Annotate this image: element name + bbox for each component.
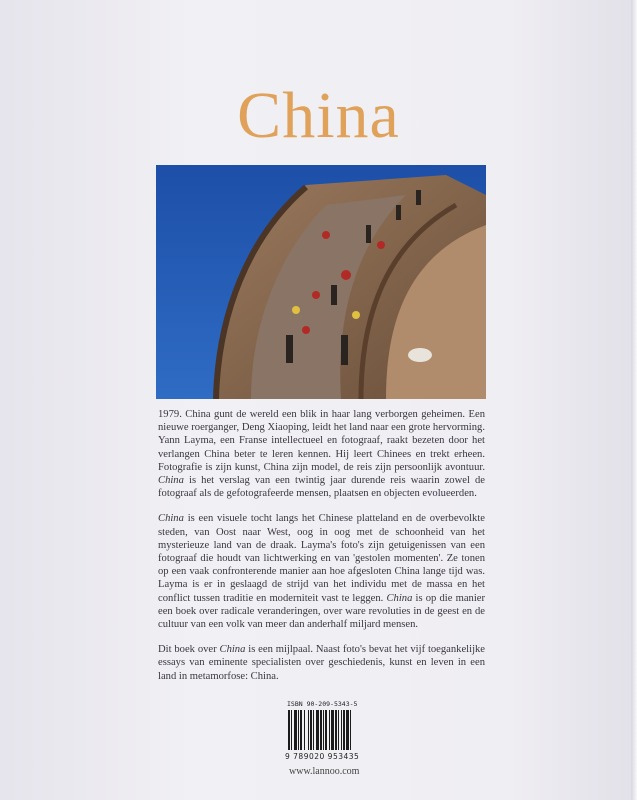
barcode-digits: 9 789020 953435 <box>285 752 360 761</box>
book-title-italic: China <box>219 644 246 656</box>
blurb-text <box>158 408 485 695</box>
publisher-url: www.lannoo.com <box>289 766 360 777</box>
book-title-italic: China <box>158 475 184 487</box>
barcode <box>288 710 370 750</box>
isbn-label: ISBN 90-209-5343-5 <box>287 700 358 708</box>
text: 1979. China gunt de wereld een blik in haar lang verborgen geheimen. Een nieuwe roerganger, Deng Xiaoping, leidt het land naar een grote hervorming. Yann Layma, een Franse intellectueel en fotograaf, raakt bezeten door het verlangen China beter te leren kennen. Hij leert Chinees en trekt erheen. Fotografie is zijn kunst, China zijn model, de reis zijn persoonlijk avontuur. <box>158 409 485 473</box>
book-title-italic: China <box>158 513 184 525</box>
book-title: China <box>237 79 400 152</box>
blurb-paragraph-3 <box>158 643 485 683</box>
barcode-bar <box>351 710 353 750</box>
book-title-italic: China <box>386 592 413 604</box>
text: is op die manier een boek over radicale veranderingen, over ware revoluties in de geest en de cultuur van een volk van meer dan anderhalf miljard mensen. <box>158 592 486 631</box>
text: Dit boek over <box>158 644 220 656</box>
text: is het verslag van een twintig jaar durende reis waarin zowel de fotograaf als de gefotografeerde mensen, plaatsen en objecten evolueerden. <box>158 475 485 500</box>
blurb-paragraph-2 <box>158 512 485 631</box>
blurb-paragraph-1 <box>158 408 485 500</box>
text: is een mijlpaal. Naast foto's bevat het vijf toegankelijke essays van eminente specialisten over geschiedenis, kunst en leven in een land in metamorfose: China. <box>158 644 486 682</box>
text: is een visuele tocht langs het Chinese platteland en de overbevolkte steden, van Oost naar West, oog in oog met de schoonheid van het mysterieuze land van de draak. Layma's foto's zijn getuigenissen van een fotograaf die houdt van lichtwerking en van 'gestolen momenten'. Ze tonen op een vaak confronterende manier aan hoe afgesloten China lange tijd was. Layma is er in geslaagd de strijd van het individu met de massa en het conflict tussen traditie en moderniteit vast te leggen. <box>158 513 485 604</box>
great-wall-photo <box>156 165 486 399</box>
